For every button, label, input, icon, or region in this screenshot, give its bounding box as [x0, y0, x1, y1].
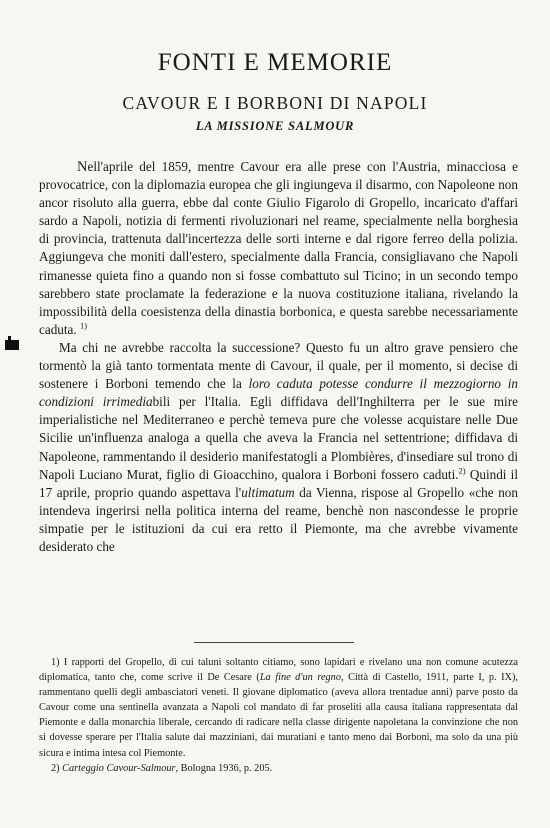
- footnote-text: , Città di Castello, 1911, parte I, p. IX), rammentano quelli degli ambasciatori veneti. Il giovane diplomatico (aveva allora trentadue anni) parve posto da Cavour come una sentinella avanzata a Napoli col mandato di far proseliti alla causa italiana rappresentata dal Piemonte e dalla monarchia liberale, cercando di radicare nella classe dirigente napoletana la convinzione che non si dovesse sperare per l'Italia salute dai mazziniani, dai muratiani e tanto meno dai Borboni, ma solo da una più sicura e intima intesa col Piemonte.: [39, 672, 518, 759]
- margin-mark-icon: [5, 340, 19, 350]
- paragraph-text: ell'aprile del 1859, mentre Cavour era alle prese con l'Austria, minacciosa e provocatrice, con la diplomazia europea che gli ingiungeva il disarmo, con Napoleone non ancor risoluto alla guerra, ebbe dal conte Giulio Figarolo di Gropello, incaricato d'affari sardo a Napoli, notizia di fermenti rivoluzionari nel reame, specialmente nella borghesia di provincia, trattenuta dall'incertezza delle sorti interne e dal rigore ferreo della polizia. Aggiungeva che moniti dall'estero, specialmente dalla Francia, consigliavano che Napoli rimanesse quieta fino a quando non si fosse combattuto sul Ticino; in un secondo tempo sarebbero state proclamate la federazione e la nuova costituzione italiana, rivelando la impossibilità della coesistenza della dinastia borbonica, e questa sarebbe necessariamente caduta.: [39, 159, 518, 337]
- footnote-ref: 1): [80, 320, 88, 331]
- footnote-citation: La fine d'un regno: [259, 672, 341, 684]
- footnote-ref: 2): [458, 465, 466, 476]
- footnote-divider: [194, 642, 354, 643]
- paragraph-text: bili per l'Italia. Egli diffidava dell'Inghilterra per le sue mire imperialistiche nel Mediterraneo e perchè temeva pure che volesse acquistare nelle Due Sicilie un'influenza analoga a quella che aveva la Francia nel settentrione; diffidava di Napoleone, rammentando il desiderio manifestatogli a Plombières, d'insediare sul trono di Napoli Luciano Murat, figlio di Gioacchino, qualora i Borboni fossero caduti.: [39, 394, 518, 482]
- section-title: FONTI E MEMORIE: [157, 49, 393, 76]
- body-text: [39, 158, 518, 556]
- paragraph: [39, 158, 518, 339]
- italic-text: ultimatum: [241, 484, 295, 500]
- article-subtitle: LA MISSIONE SALMOUR: [195, 119, 355, 133]
- paragraph-text: Quindi il 17 aprile, proprio quando aspettava l': [39, 466, 518, 500]
- footnote-text: , Bologna 1936, p. 205.: [175, 762, 273, 774]
- italic-text: loro caduta potesse condurre il mezzogiorno in condizioni irrimedia: [39, 376, 518, 410]
- footnote: [39, 761, 518, 776]
- paragraph: [39, 339, 518, 556]
- footnote-text: 2): [51, 762, 63, 774]
- paragraph-text: da Vienna, rispose al Gropello «che non intendeva ingerirsi nella politica interna del reame, benchè non nascondesse le proprie simpatie per le istituzioni da cui era retto il Piemonte, ma che avrebbe vivamente desiderato che: [39, 484, 518, 554]
- drop-cap: N: [77, 159, 88, 175]
- footnotes: [39, 655, 518, 776]
- article-title: CAVOUR E I BORBONI DI NAPOLI: [122, 93, 428, 113]
- paragraph-text: Ma chi ne avrebbe raccolta la successione? Questo fu un altro grave pensiero che tormentò la già tanto tormentata mente di Cavour, il quale, per il momento, si decise di sostenere i Borboni temendo che la: [39, 339, 518, 392]
- footnote-text: 1) I rapporti del Gropello, di cui taluni soltanto citiamo, sono lapidari e rivelano una non comune acutezza diplomatica, tanto che, come scrive il De Cesare (: [39, 657, 518, 684]
- footnote: [39, 655, 518, 761]
- footnote-citation: Carteggio Cavour-Salmour: [62, 762, 176, 774]
